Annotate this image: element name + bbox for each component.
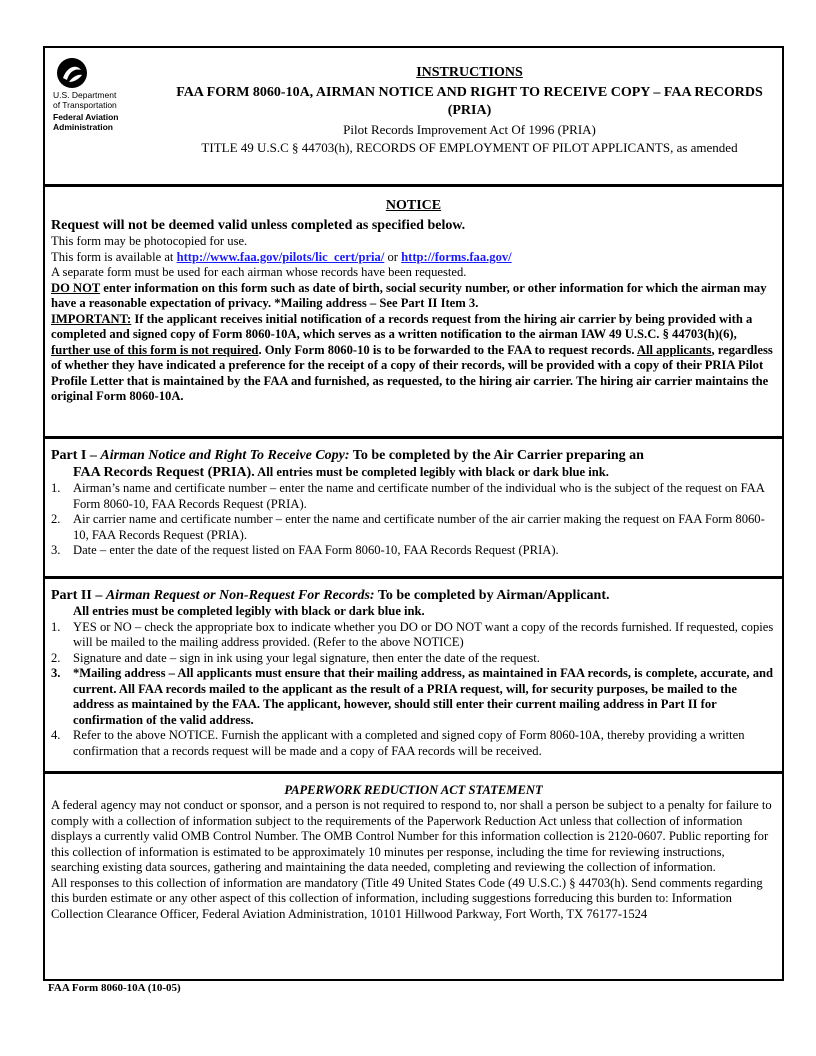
part2-item: 1. YES or NO – check the appropriate box to indicate whether you DO or DO NOT want a copy of the records furnished. If requested, copies will be mailed to the mailing address provided. (Refer to the above NOTICE) [51,619,774,649]
notice-line-availability: This form is available at http://www.faa.gov/pilots/lic_cert/pria/ or http://forms.faa.gov/ [51,249,512,264]
paperwork-para1: A federal agency may not conduct or sponsor, and a person is not required to respond to, nor shall a person be subject to a penalty for failure to comply with a collection of information subject to the requirements of the Paperwork Reduction Act unless that collection of information displays a currently valid OMB Control Number. The OMB Control Number for this information collection is 2120-0607. Public reporting for this collection of information is estimated to be approximately 10 minutes per response, including the time for reviewing instructions, searching existing data sources, gathering and maintaining the data needed, completing and reviewing the collection of information. [51,798,772,874]
act-name: Pilot Records Improvement Act Of 1996 (PRIA) [343,122,596,137]
paperwork-para2: All responses to this collection of information are mandatory (Title 49 United States Code (49 U.S.C.) § 44703(h). Send comments regarding this burden estimate or any other aspect of this collection of information, including suggestions forreducing this burden to: Information Collection Clearance Officer, Federal Aviation Administration, 10101 Hillwood Parkway, Fort Worth, TX 76177-1524 [51,875,763,921]
form-title: FAA FORM 8060-10A, AIRMAN NOTICE AND RIGHT TO RECEIVE COPY – FAA RECORDS (PRIA) [176,85,763,118]
part1-list [51,481,776,559]
part1-subtitle: FAA Records Request (PRIA). All entries must be completed legibly with black or dark blue ink. [73,465,609,480]
part2-item: 3. *Mailing address – All applicants must ensure that their mailing address, as maintained in FAA records, is complete, accurate, and current. All FAA records mailed to the applicant as the result of a PRIA request, will, for security purposes, be mailed to the address as maintained by the FAA. The applicant, however, should still enter their current mailing address in Part II for confirmation of the valid address. [51,666,774,727]
citation: TITLE 49 U.S.C § 44703(h), RECORDS OF EMPLOYMENT OF PILOT APPLICANTS, as amended [201,140,738,155]
part1-title: Part I – Airman Notice and Right To Receive Copy: To be completed by the Air Carrier preparing an [51,448,644,463]
part2-item: 2. Signature and date – sign in ink using your legal signature, then enter the date of the request. [51,650,540,665]
notice-line-photocopy: This form may be photocopied for use. [51,234,248,248]
part1-item: 1. Airman’s name and certificate number – enter the name and certificate number of the individual who is the subject of the request on FAA Form 8060-10, FAA Records Request (PRIA). [51,481,765,511]
part2-item: 4. Refer to the above NOTICE. Furnish the applicant with a completed and signed copy of Form 8060-10A, thereby providing a written confirmation that a records request will be made and a copy of FAA records will be received. [51,728,745,758]
form-number-footer: FAA Form 8060-10A (10-05) [48,982,181,994]
notice-line-separate-form: A separate form must be used for each airman whose records have been requested. [51,265,467,279]
pria-link[interactable]: http://www.faa.gov/pilots/lic_cert/pria/ [176,249,385,264]
logo-dept-text: U.S. Department of Transportation [53,90,117,110]
notice-section [45,184,782,436]
dot-faa-logo [53,58,163,132]
part1-section [45,436,782,576]
part1-item: 2. Air carrier name and certificate number – enter the name and certificate number of the air carrier making the request on FAA Form 8060-10, FAA Records Request (PRIA). [51,512,765,542]
part2-list [51,620,776,760]
part2-title: Part II – Airman Request or Non-Request For Records: To be completed by Airman/Applicant. [51,588,610,603]
dot-emblem-icon [57,58,87,88]
header-section [45,48,782,184]
notice-important: IMPORTANT: If the applicant receives initial notification of a records request from the hiring air carrier by being provided with a completed and signed copy of Form 8060-10A, which serves as a written notification to the airman IAW 49 U.S.C. § 44703(h)(6), further use of this form is not required. Only Form 8060-10 is to be forwarded to the FAA to request records. All applicants, regardless of whether they have indicated a preference for the receipt of a copy of their records, will be provided with a copy of their PRIA Pilot Profile Letter that is maintained by the FAA and furnished, as requested, to the hiring air carrier. The hiring air carrier maintains the original Form 8060-10A. [51,311,773,403]
forms-link[interactable]: http://forms.faa.gov/ [401,249,512,264]
notice-donot: DO NOT enter information on this form such as date of birth, social security number, or other information for which the airman may have a reasonable expectation of privacy. *Mailing address – See Part II Item 3. [51,280,767,310]
paperwork-heading: PAPERWORK REDUCTION ACT STATEMENT [284,783,543,797]
instructions-heading: INSTRUCTIONS [416,65,523,80]
form-frame [43,46,784,981]
part1-item: 3. Date – enter the date of the request listed on FAA Form 8060-10, FAA Records Request (PRIA). [51,543,559,557]
notice-lead: Request will not be deemed valid unless completed as specified below. [51,218,466,233]
paperwork-section [45,771,782,979]
part2-subtitle: All entries must be completed legibly with black or dark blue ink. [73,604,425,618]
logo-agency-text: Federal Aviation Administration [53,112,119,132]
header-text [165,64,774,156]
part2-section [45,576,782,771]
notice-heading: NOTICE [385,198,442,213]
